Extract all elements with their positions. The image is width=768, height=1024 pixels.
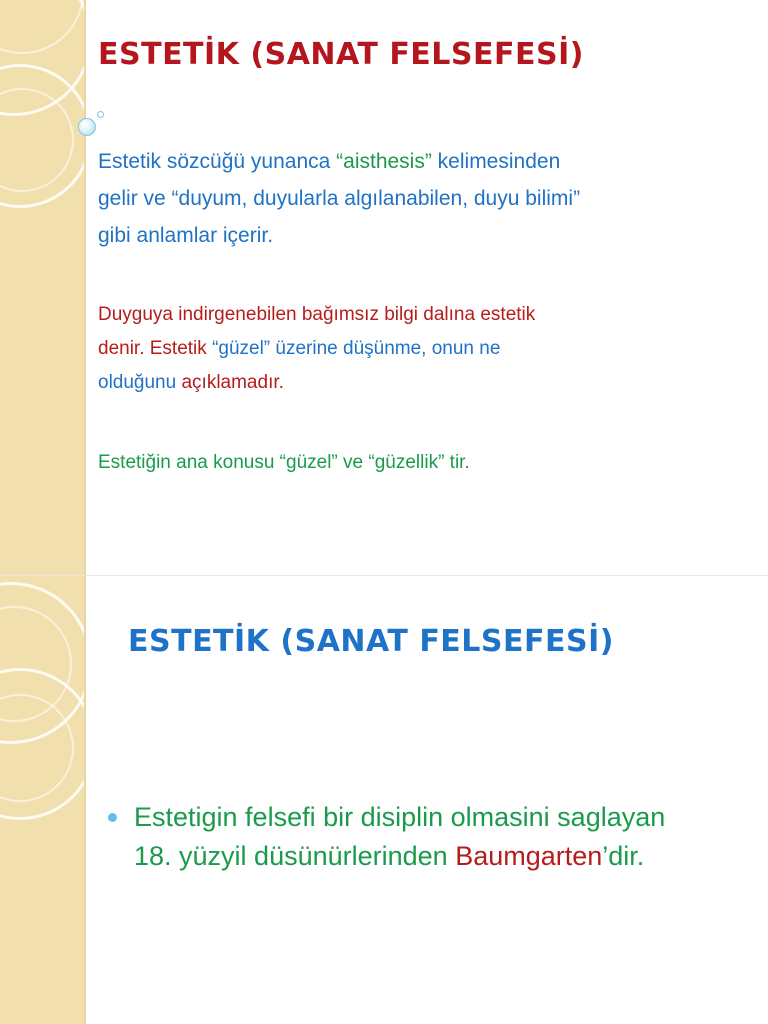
bullet-line: Estetigin felsefi bir disiplin olmasini saglayan xyxy=(134,802,666,832)
small-bubble-icon xyxy=(97,111,104,118)
paragraph-text: Estetik sözcüğü yunanca xyxy=(98,150,337,173)
subject-paragraph xyxy=(98,446,728,480)
slide-title: ESTETİK (SANAT FELSEFESİ) xyxy=(128,624,614,659)
highlighted-term: “aisthesis” xyxy=(336,150,432,173)
slide-title: ESTETİK (SANAT FELSEFESİ) xyxy=(98,37,584,72)
slide-2 xyxy=(0,576,768,1024)
paragraph-text: gibi anlamlar içerir. xyxy=(98,224,274,247)
definition-paragraph xyxy=(98,298,728,400)
bullet-line: 18. yüzyil düsünürlerinden xyxy=(134,841,456,871)
paragraph-text: Estetiğin ana konusu “güzel” ve “güzellik” tir. xyxy=(98,452,470,473)
highlighted-phrase: “güzel” üzerine düşünme, onun ne xyxy=(212,338,501,359)
bullet-line: ’dir. xyxy=(602,841,645,871)
highlighted-phrase: açıklamadır. xyxy=(181,372,284,393)
paragraph-text: kelimesinden xyxy=(431,150,561,173)
bubble-icon xyxy=(78,118,96,136)
decorative-side-band xyxy=(0,0,86,576)
etymology-paragraph xyxy=(98,143,728,254)
bullet-text xyxy=(134,798,748,876)
decorative-side-band xyxy=(0,576,86,1024)
paragraph-text: gelir ve “duyum, duyularla algılanabilen, duyu bilimi” xyxy=(98,187,581,210)
bullet-icon xyxy=(108,813,117,822)
highlighted-name: Baumgarten xyxy=(455,841,603,871)
paragraph-text: olduğunu xyxy=(98,372,182,393)
paragraph-text: denir. Estetik xyxy=(98,338,213,359)
bullet-item xyxy=(108,798,748,876)
paragraph-text: Duyguya indirgenebilen bağımsız bilgi dalına estetik xyxy=(98,304,536,325)
